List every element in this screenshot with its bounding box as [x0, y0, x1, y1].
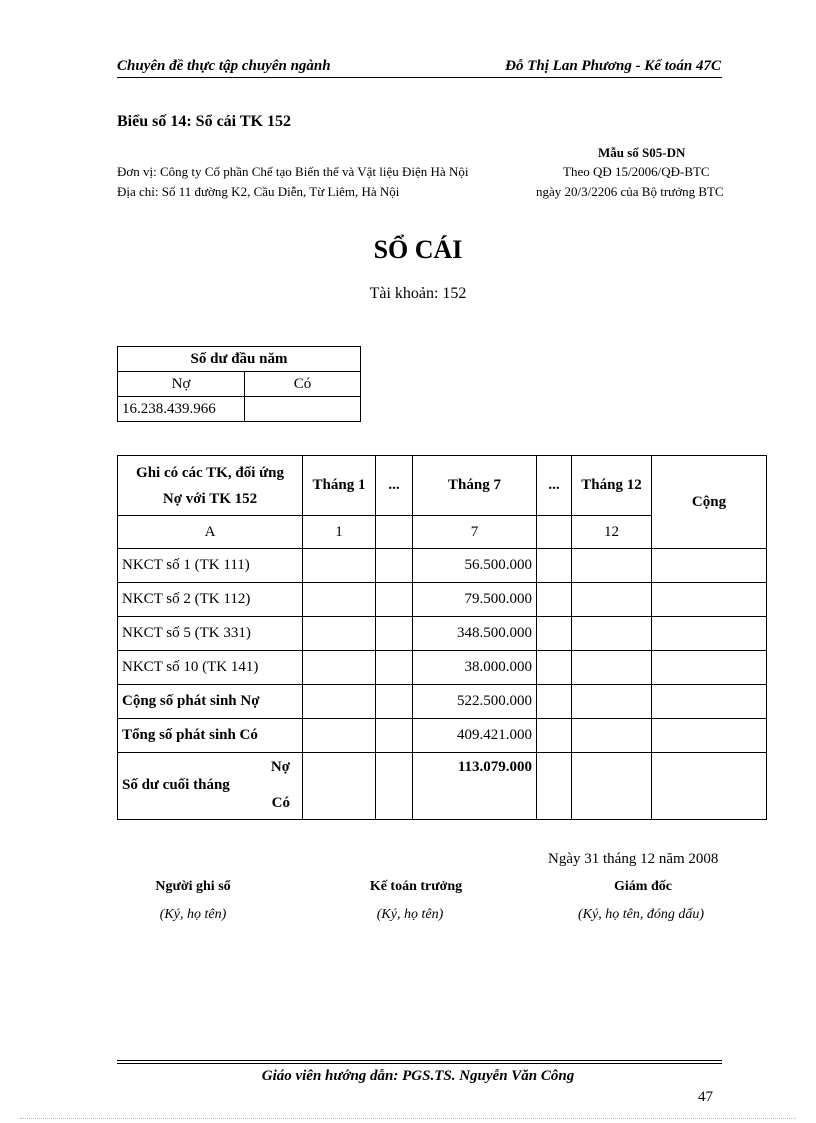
- index-m7: 7: [413, 516, 537, 549]
- chief-accountant-note: (Ký, họ tên): [376, 907, 444, 922]
- page-bottom-divider: [20, 1118, 796, 1119]
- preparer-note: (Ký, họ tên): [159, 907, 227, 922]
- decision-line1: Theo QĐ 15/2006/QĐ-BTC: [563, 164, 710, 179]
- col-header-account-line2: Nợ với TK 152: [162, 490, 258, 507]
- index-m1: 1: [303, 516, 376, 549]
- form-title: Biểu số 14: Sổ cái TK 152: [117, 113, 291, 130]
- opening-balance-header: Số dư đầu năm: [118, 347, 361, 372]
- table-row: [118, 617, 767, 651]
- col-header-dots2: ...: [537, 456, 572, 516]
- page-number: 47: [698, 1089, 713, 1105]
- row-label: NKCT số 10 (TK 141): [118, 651, 303, 685]
- index-a: A: [118, 516, 303, 549]
- row-month7-value: 348.500.000: [413, 617, 537, 651]
- address-label: Địa chỉ: Số 11 đường K2, Cầu Diễn, Từ Liêm, Hà Nội: [117, 184, 400, 199]
- row-label: NKCT số 2 (TK 112): [118, 583, 303, 617]
- col-header-month1: Tháng 1: [303, 456, 376, 516]
- director-note: (Ký, họ tên, đóng dấu): [578, 907, 704, 922]
- opening-credit-label: Có: [245, 372, 361, 397]
- row-month7-value: 522.500.000: [413, 685, 537, 719]
- ledger-table: [117, 455, 767, 820]
- table-row: [118, 719, 767, 753]
- table-row: [118, 651, 767, 685]
- closing-label-cell: [118, 753, 303, 820]
- header-right: Đỗ Thị Lan Phương - Kế toán 47C: [505, 58, 721, 74]
- closing-label: Số dư cuối tháng: [122, 777, 230, 793]
- row-label: NKCT số 5 (TK 331): [118, 617, 303, 651]
- director-title: Giám đốc: [614, 879, 672, 894]
- col-header-total: Cộng: [652, 456, 767, 549]
- row-month7-value: 409.421.000: [413, 719, 537, 753]
- col-header-account: [118, 456, 303, 516]
- row-month7-value: 56.500.000: [413, 549, 537, 583]
- preparer-title: Người ghi sổ: [155, 879, 231, 894]
- closing-credit-label: Có: [271, 795, 290, 811]
- table-row: [118, 583, 767, 617]
- index-m12: 12: [572, 516, 652, 549]
- header-rule: [117, 77, 722, 78]
- col-header-account-line1: Ghi có các TK, đối ứng: [136, 464, 284, 481]
- table-row: [118, 549, 767, 583]
- chief-accountant-title: Kế toán trưởng: [369, 879, 463, 894]
- col-header-dots1: ...: [376, 456, 413, 516]
- opening-debit-label: Nợ: [118, 372, 245, 397]
- closing-balance-row: [118, 753, 767, 820]
- closing-debit-month7: 113.079.000: [413, 753, 537, 820]
- index-dots1: [376, 516, 413, 549]
- row-label: Cộng số phát sinh Nợ: [118, 685, 303, 719]
- row-label: Tổng số phát sinh Có: [118, 719, 303, 753]
- row-month7-value: 38.000.000: [413, 651, 537, 685]
- row-label: NKCT số 1 (TK 111): [118, 549, 303, 583]
- opening-debit-value: 16.238.439.966: [118, 397, 245, 422]
- footer-rule-2: [117, 1063, 722, 1064]
- header-left: Chuyên đề thực tập chuyên ngành: [117, 58, 331, 74]
- ledger-account: Tài khoản: 152: [369, 285, 467, 302]
- table-row: [118, 685, 767, 719]
- closing-debit-label: Nợ: [270, 759, 290, 775]
- opening-balance-table: [117, 346, 361, 422]
- row-month7-value: 79.500.000: [413, 583, 537, 617]
- footer-rule-1: [117, 1060, 722, 1061]
- index-dots2: [537, 516, 572, 549]
- unit-label: Đơn vị: Công ty Cổ phần Chế tạo Biến thế và Vật liệu Điện Hà Nội: [117, 164, 469, 179]
- template-code: Mẫu số S05-DN: [598, 145, 686, 160]
- opening-credit-value: [245, 397, 361, 422]
- col-header-month12: Tháng 12: [572, 456, 652, 516]
- signature-date: Ngày 31 tháng 12 năm 2008: [548, 851, 719, 867]
- footer-supervisor: Giáo viên hướng dẫn: PGS.TS. Nguyễn Văn Công: [261, 1068, 575, 1084]
- decision-line2: ngày 20/3/2206 của Bộ trưởng BTC: [536, 184, 724, 199]
- col-header-month7: Tháng 7: [413, 456, 537, 516]
- ledger-title: SỔ CÁI: [373, 235, 463, 264]
